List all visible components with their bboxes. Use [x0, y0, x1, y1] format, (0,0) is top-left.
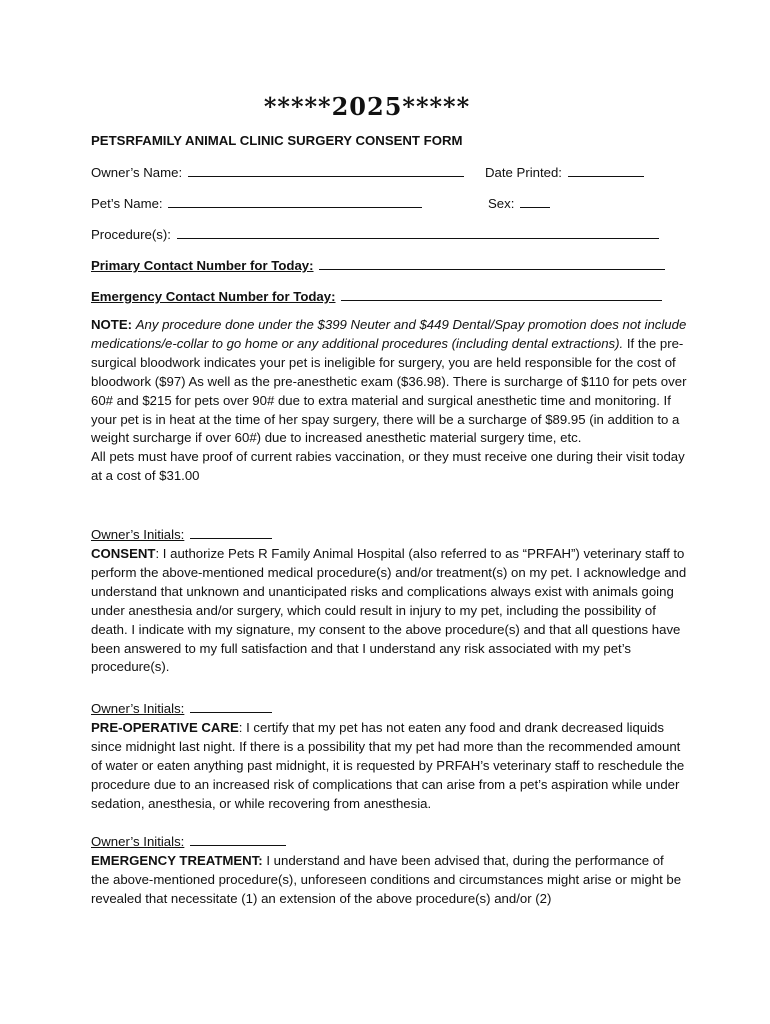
note-section — [91, 316, 691, 486]
note-italic-text: Any procedure done under the $399 Neuter and $449 Dental/Spay promotion does not include medications/e-collar to go home or any additional procedures (including dental extractions). — [91, 317, 687, 351]
date-printed-row — [485, 164, 644, 180]
date-printed-label: Date Printed: — [485, 165, 562, 180]
emergency-label: EMERGENCY TREATMENT: — [91, 853, 263, 868]
pet-name-label: Pet’s Name: — [91, 196, 163, 211]
pet-name-field[interactable] — [168, 195, 422, 208]
initials-row-1 — [91, 526, 272, 542]
rabies-paragraph: All pets must have proof of current rabies vaccination, or they must receive one during their visit today at a cost of $31.00 — [91, 449, 685, 484]
owner-name-label: Owner’s Name: — [91, 165, 183, 180]
emergency-text: I understand and have been advised that, during the performance of the above-mentioned procedure(s), unforeseen conditions and circumstances might arise or might be revealed that necessitate (1) an extension of the above procedure(s) and/or (2) — [91, 853, 682, 906]
preop-section — [91, 719, 691, 814]
initials-row-3 — [91, 833, 286, 849]
primary-contact-field[interactable] — [319, 257, 665, 270]
initials-label: Owner’s Initials: — [91, 834, 185, 849]
primary-contact-label: Primary Contact Number for Today: — [91, 258, 314, 273]
date-printed-field[interactable] — [568, 164, 644, 177]
initials-label: Owner’s Initials: — [91, 527, 185, 542]
procedures-label: Procedure(s): — [91, 227, 171, 242]
consent-section — [91, 545, 691, 677]
procedures-row — [91, 226, 659, 242]
procedures-field[interactable] — [177, 226, 659, 239]
emergency-contact-field[interactable] — [341, 288, 662, 301]
owner-name-row — [91, 164, 464, 180]
primary-contact-row — [91, 257, 665, 273]
sex-label: Sex: — [488, 196, 515, 211]
note-text: If the pre-surgical bloodwork indicates your pet is ineligible for surgery, you are held responsible for the cost of bloodwork ($97) As well as the pre-anesthetic exam ($36.98). There is surcharge of $110 for pets over 60# and $215 for pets over 90# due to extra material and surgical anesthetic time and monitoring. If your pet is in heat at the time of her spay surgery, there will be a surcharge of $89.95 (in addition to a weight surcharge if over 60#) due to increased anesthetic material surgery time, etc. — [91, 335, 687, 446]
consent-text: : I authorize Pets R Family Animal Hospital (also referred to as “PRFAH”) veterinary staff to perform the above-mentioned medical procedure(s) and/or treatment(s) on my pet. I acknowledge and understand that unknown and unanticipated risks and complications always exist with animals going under anesthesia and/or surgery, which could result in injury to my pet, including the possibility of death. I indicate with my signature, my consent to the above procedure(s) and that all questions have been answered to my full satisfaction and that I understand any risk associated with my pet’s procedure(s). — [91, 546, 687, 675]
pet-name-row — [91, 195, 422, 211]
initials-field-3[interactable] — [190, 833, 286, 846]
year-banner: *****2025***** — [263, 92, 471, 121]
initials-label: Owner’s Initials: — [91, 701, 185, 716]
emergency-contact-row — [91, 288, 662, 304]
emergency-section — [91, 852, 685, 909]
preop-text: : I certify that my pet has not eaten any food and drank decreased liquids since midnight last night. If there is a possibility that my pet had more than the recommended amount of water or eaten anything past midnight, it is requested by PRFAH’s veterinary staff to reschedule the procedure due to an increased risk of complications that can arise from a pet’s aspiration while under sedation, anesthesia, or while recovering from anesthesia. — [91, 720, 685, 811]
form-title: PETSRFAMILY ANIMAL CLINIC SURGERY CONSENT FORM — [91, 133, 463, 148]
sex-field[interactable] — [520, 195, 550, 208]
note-label: NOTE: — [91, 317, 133, 332]
note-paragraph — [91, 316, 691, 448]
initials-field-2[interactable] — [190, 700, 272, 713]
consent-label: CONSENT — [91, 546, 156, 561]
preop-label: PRE-OPERATIVE CARE — [91, 720, 239, 735]
sex-row — [488, 195, 550, 211]
emergency-contact-label: Emergency Contact Number for Today: — [91, 289, 336, 304]
owner-name-field[interactable] — [188, 164, 464, 177]
initials-row-2 — [91, 700, 272, 716]
initials-field-1[interactable] — [190, 526, 272, 539]
